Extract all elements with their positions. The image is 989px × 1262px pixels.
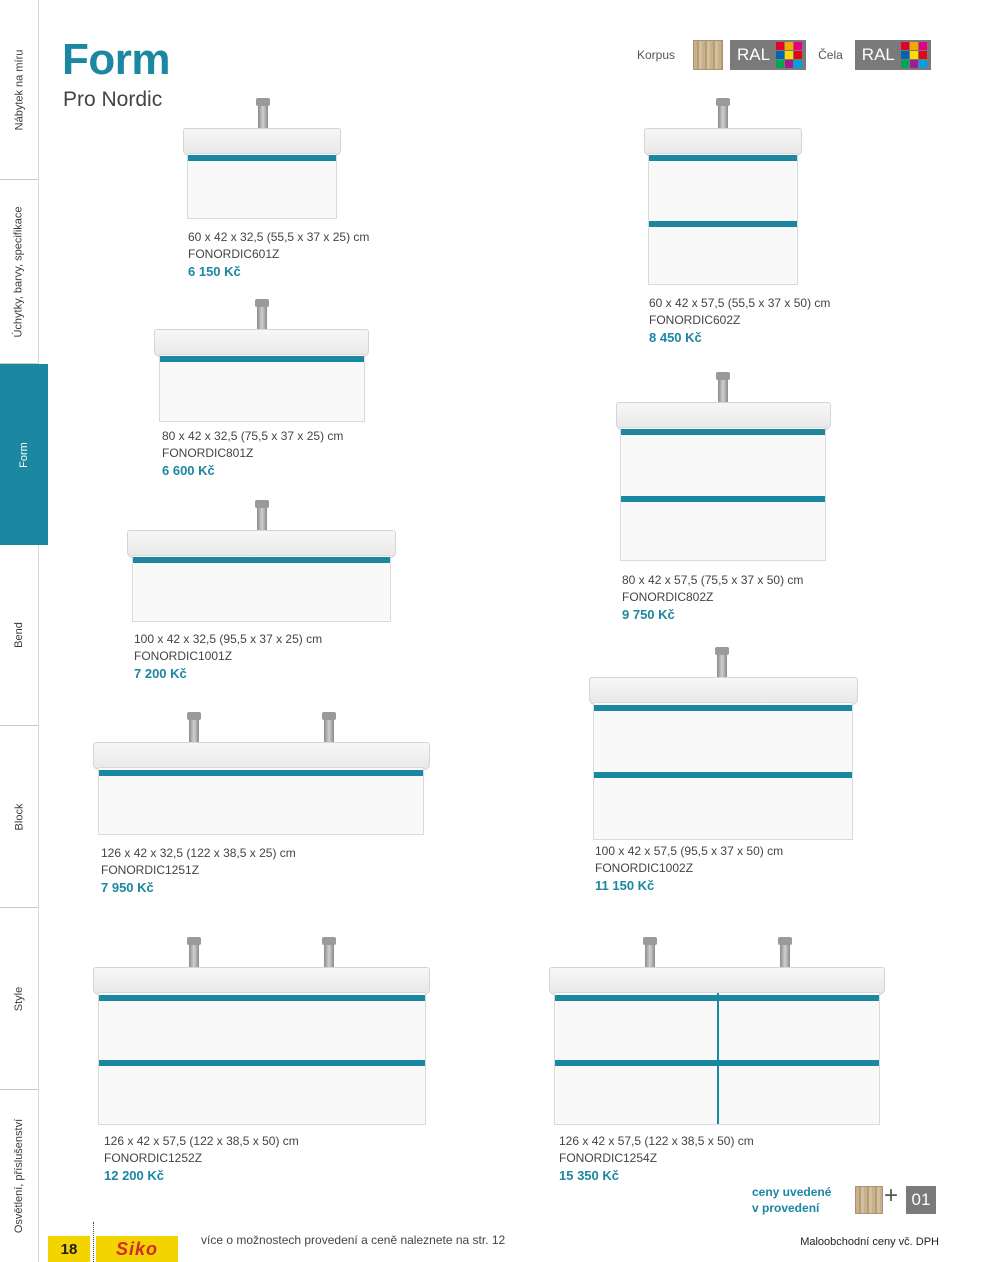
cabinet [593, 702, 853, 840]
product-dims: 60 x 42 x 57,5 (55,5 x 37 x 50) cm [649, 296, 831, 310]
cabinet [187, 153, 337, 219]
cabinet [554, 992, 880, 1125]
color-grid-icon [776, 42, 802, 68]
washbasin [154, 329, 369, 357]
retail-price-note: Maloobchodní ceny vč. DPH [800, 1236, 939, 1248]
product-info [188, 229, 369, 280]
prices-note [752, 1184, 831, 1216]
product-price: 11 150 Kč [595, 878, 655, 893]
faucet-icon [257, 299, 267, 331]
finish-legend [637, 40, 931, 70]
ral-label: RAL [861, 45, 895, 64]
tab-label: Block [13, 803, 25, 830]
tab-label: Osvětlení, příslušenství [13, 1118, 26, 1234]
washbasin [183, 128, 341, 156]
cabinet [620, 427, 826, 561]
washbasin [93, 967, 430, 995]
product-dims: 60 x 42 x 32,5 (55,5 x 37 x 25) cm [188, 230, 370, 244]
tab-style[interactable] [0, 908, 38, 1090]
wood-swatch-icon [855, 1186, 883, 1214]
ral-badge-cela [855, 40, 931, 70]
cabinet [159, 354, 365, 422]
product-price: 7 950 Kč [101, 880, 154, 895]
faucet-icon [718, 98, 728, 130]
prices-note-line1: ceny uvedené [752, 1185, 832, 1199]
product-price: 15 350 Kč [559, 1168, 619, 1183]
product-info [134, 631, 322, 682]
tab-label: Style [13, 986, 25, 1011]
product-code: FONORDIC801Z [162, 446, 254, 460]
faucet-icon [258, 98, 268, 130]
tab-nabytek-na-miru[interactable] [0, 0, 38, 180]
cabinet [648, 153, 798, 285]
ral-label: RAL [737, 45, 771, 64]
washbasin [127, 530, 396, 558]
drawer-handle-stripe [188, 155, 336, 161]
faucet-icon [780, 937, 790, 969]
tab-bend[interactable] [0, 545, 38, 726]
drawer-handle-stripe [594, 772, 852, 778]
tab-block[interactable] [0, 726, 38, 908]
washbasin [93, 742, 430, 770]
product-price: 7 200 Kč [134, 666, 187, 681]
cela-label: Čela [818, 48, 843, 62]
product-price: 6 600 Kč [162, 463, 215, 478]
cabinet [132, 555, 391, 622]
faucet-icon [717, 647, 727, 679]
product-info [595, 843, 783, 894]
faucet-icon [718, 372, 728, 404]
drawer-handle-stripe [649, 155, 797, 161]
sidebar-divider [38, 0, 39, 1262]
page-title: Form [62, 35, 170, 84]
cabinet [98, 992, 426, 1125]
product-code: FONORDIC601Z [188, 247, 280, 261]
tab-osvetleni[interactable] [0, 1090, 38, 1262]
product-info [649, 295, 830, 346]
ral-badge-korpus [730, 40, 806, 70]
dotted-divider [93, 1222, 94, 1262]
product-price: 6 150 Kč [188, 264, 241, 279]
drawer-handle-stripe [621, 496, 825, 502]
product-code: FONORDIC802Z [622, 590, 714, 604]
product-code: FONORDIC602Z [649, 313, 741, 327]
product-info [559, 1133, 754, 1184]
plus-sign: + [884, 1182, 899, 1209]
product-dims: 126 x 42 x 57,5 (122 x 38,5 x 50) cm [559, 1134, 754, 1148]
product-price: 12 200 Kč [104, 1168, 164, 1183]
drawer-handle-stripe [99, 770, 423, 776]
faucet-icon [189, 712, 199, 744]
faucet-icon [324, 937, 334, 969]
product-code: FONORDIC1001Z [134, 649, 233, 663]
faucet-icon [324, 712, 334, 744]
tab-uchytky[interactable] [0, 180, 38, 364]
drawer-handle-stripe [99, 1060, 425, 1066]
wood-swatch-icon [693, 40, 723, 70]
drawer-handle-stripe [621, 429, 825, 435]
more-info-note: více o možnostech provedení a ceně naleznete na str. 12 [201, 1233, 506, 1247]
color-grid-icon [901, 42, 927, 68]
product-info [104, 1133, 299, 1184]
page-number: 18 [48, 1236, 90, 1262]
product-info [622, 572, 803, 623]
tab-label: Nábytek na míru [13, 49, 26, 130]
product-code: FONORDIC1251Z [101, 863, 200, 877]
cabinet [98, 767, 424, 835]
product-dims: 80 x 42 x 57,5 (75,5 x 37 x 50) cm [622, 573, 804, 587]
product-dims: 126 x 42 x 57,5 (122 x 38,5 x 50) cm [104, 1134, 299, 1148]
drawer-handle-stripe [160, 356, 364, 362]
drawer-handle-stripe [133, 557, 390, 563]
tab-label: Bend [12, 622, 25, 648]
section-sidebar [0, 0, 48, 1262]
washbasin [616, 402, 831, 430]
product-dims: 126 x 42 x 32,5 (122 x 38,5 x 25) cm [101, 846, 296, 860]
product-price: 8 450 Kč [649, 330, 702, 345]
siko-logo: Siko [96, 1236, 178, 1262]
washbasin [549, 967, 885, 995]
drawer-divider [717, 993, 719, 1124]
tab-label: Form [17, 441, 30, 468]
product-code: FONORDIC1254Z [559, 1151, 658, 1165]
washbasin [644, 128, 802, 156]
page-subtitle: Pro Nordic [63, 88, 163, 111]
drawer-handle-stripe [594, 705, 852, 711]
product-dims: 100 x 42 x 32,5 (95,5 x 37 x 25) cm [134, 632, 323, 646]
prices-note-line2: v provedení [752, 1201, 820, 1215]
product-code: FONORDIC1002Z [595, 861, 694, 875]
finish-code-badge: 01 [906, 1186, 936, 1214]
product-price: 9 750 Kč [622, 607, 675, 622]
product-code: FONORDIC1252Z [104, 1151, 203, 1165]
product-info [101, 845, 296, 896]
korpus-label: Korpus [637, 48, 676, 62]
tab-form[interactable] [0, 364, 48, 545]
product-dims: 100 x 42 x 57,5 (95,5 x 37 x 50) cm [595, 844, 784, 858]
product-info [162, 428, 343, 479]
faucet-icon [257, 500, 267, 532]
washbasin [589, 677, 858, 705]
drawer-handle-stripe [99, 995, 425, 1001]
product-dims: 80 x 42 x 32,5 (75,5 x 37 x 25) cm [162, 429, 344, 443]
faucet-icon [189, 937, 199, 969]
tab-label: Úchytky, barvy, specifikace [13, 205, 25, 338]
drawer-handle-stripe [649, 221, 797, 227]
faucet-icon [645, 937, 655, 969]
